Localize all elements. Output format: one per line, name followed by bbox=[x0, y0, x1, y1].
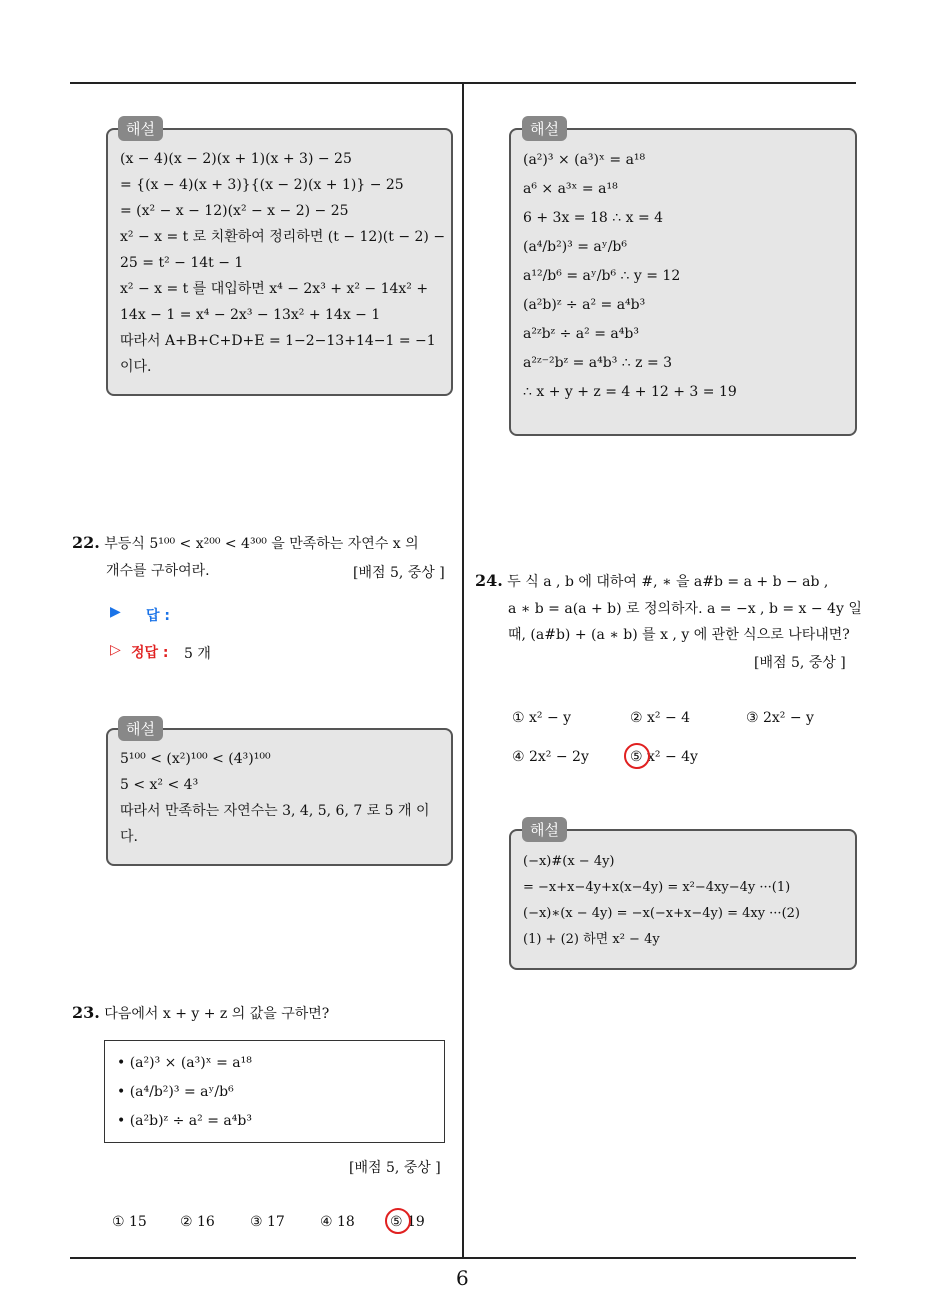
choice-5[interactable]: ⑤ 19 bbox=[390, 1214, 425, 1230]
choice-3[interactable]: ③ 2x² − y bbox=[746, 710, 814, 726]
page-number: 6 bbox=[456, 1266, 469, 1290]
conditions-list bbox=[117, 1049, 252, 1136]
condition-item: • (a²)³ × (a³)ˣ = a¹⁸ bbox=[117, 1055, 252, 1071]
solution-line: (a²)³ × (a³)ˣ = a¹⁸ bbox=[523, 152, 646, 168]
question-number: 23. bbox=[72, 1003, 100, 1022]
solution-line: 5¹⁰⁰ < (x²)¹⁰⁰ < (4³)¹⁰⁰ bbox=[120, 751, 271, 767]
solution-line: a¹²/b⁶ = aʸ/b⁶ ∴ y = 12 bbox=[523, 268, 681, 284]
solution-line: 따라서 A+B+C+D+E = 1−2−13+14−1 = −1 bbox=[120, 333, 436, 349]
solution-line: 6 + 3x = 18 ∴ x = 4 bbox=[523, 210, 664, 226]
solution-line: 다. bbox=[120, 829, 138, 845]
choice-5[interactable]: ⑤ x² − 4y bbox=[630, 749, 698, 765]
condition-item: • (a⁴/b²)³ = aʸ/b⁶ bbox=[117, 1084, 234, 1100]
solution-line: 5 < x² < 4³ bbox=[120, 777, 199, 793]
solution-line: = −x+x−4y+x(x−4y) = x²−4xy−4y ···(1) bbox=[523, 880, 791, 895]
solution-tag: 해설 bbox=[118, 716, 163, 741]
question-22-score: [배점 5, 중상 ] bbox=[353, 565, 445, 581]
solution-line: 따라서 만족하는 자연수는 3, 4, 5, 6, 7 로 5 개 이 bbox=[120, 803, 430, 819]
solution-line: 14x − 1 = x⁴ − 2x³ − 13x² + 14x − 1 bbox=[120, 307, 381, 323]
solution-lines bbox=[523, 849, 800, 953]
question-text-line1: 두 식 a , b 에 대하여 #, ∗ 을 a#b = a + b − ab , bbox=[507, 574, 829, 590]
solution-lines bbox=[120, 146, 445, 380]
conditions-box bbox=[104, 1040, 445, 1143]
solution-line: 25 = t² − 14t − 1 bbox=[120, 255, 244, 271]
choice-2[interactable]: ② x² − 4 bbox=[630, 710, 691, 726]
solution-line: x² − x = t 로 치환하여 정리하면 (t − 12)(t − 2) − bbox=[120, 229, 446, 245]
solution-tag: 해설 bbox=[118, 116, 163, 141]
solution-box-23 bbox=[509, 128, 857, 436]
correct-value: 5 개 bbox=[184, 646, 211, 662]
solution-line: = {(x − 4)(x + 3)}{(x − 2)(x + 1)} − 25 bbox=[120, 177, 404, 193]
bottom-rule bbox=[70, 1257, 856, 1259]
question-24 bbox=[475, 568, 828, 595]
solution-tag: 해설 bbox=[522, 116, 567, 141]
solution-lines bbox=[120, 746, 430, 850]
solution-line: a⁶ × a³ˣ = a¹⁸ bbox=[523, 181, 618, 197]
answer-marker-icon: ▶ bbox=[110, 604, 121, 620]
selected-mark-icon bbox=[385, 1208, 411, 1234]
question-22 bbox=[72, 530, 460, 557]
solution-line: a²ᶻbᶻ ÷ a² = a⁴b³ bbox=[523, 326, 639, 342]
solution-box-prev bbox=[106, 128, 453, 396]
question-23 bbox=[72, 1000, 329, 1027]
question-number: 22. bbox=[72, 533, 100, 552]
answer-label: 답 : bbox=[146, 608, 170, 624]
solution-line: (a²b)ᶻ ÷ a² = a⁴b³ bbox=[523, 297, 646, 313]
correct-marker-icon: ▷ bbox=[110, 642, 121, 658]
solution-line: ∴ x + y + z = 4 + 12 + 3 = 19 bbox=[523, 384, 737, 400]
solution-line: a²ᶻ⁻²bᶻ = a⁴b³ ∴ z = 3 bbox=[523, 355, 673, 371]
solution-line: x² − x = t 를 대입하면 x⁴ − 2x³ + x² − 14x² + bbox=[120, 281, 429, 297]
question-text: 다음에서 x + y + z 의 값을 구하면? bbox=[104, 1006, 330, 1022]
solution-line: (a⁴/b²)³ = aʸ/b⁶ bbox=[523, 239, 627, 255]
solution-line: 이다. bbox=[120, 359, 152, 375]
choice-1[interactable]: ① x² − y bbox=[512, 710, 572, 726]
column-divider bbox=[462, 83, 464, 1258]
solution-tag: 해설 bbox=[522, 817, 567, 842]
question-24-line3: 때, (a#b) + (a ∗ b) 를 x , y 에 관한 식으로 나타내면? bbox=[508, 627, 850, 643]
selected-mark-icon bbox=[624, 743, 650, 769]
solution-box-24 bbox=[509, 829, 857, 970]
solution-line: (1) + (2) 하면 x² − 4y bbox=[523, 932, 660, 947]
solution-lines bbox=[523, 146, 737, 407]
question-number: 24. bbox=[475, 571, 503, 590]
question-24-score: [배점 5, 중상 ] bbox=[754, 655, 846, 671]
choice-1[interactable]: ① 15 bbox=[112, 1214, 147, 1230]
solution-line: (−x)∗(x − 4y) = −x(−x+x−4y) = 4xy ···(2) bbox=[523, 906, 800, 921]
question-24-line2: a ∗ b = a(a + b) 로 정의하자. a = −x , b = x − 4y 일 bbox=[508, 601, 862, 617]
condition-item: • (a²b)ᶻ ÷ a² = a⁴b³ bbox=[117, 1113, 252, 1129]
solution-line: (−x)#(x − 4y) bbox=[523, 854, 615, 869]
choice-4[interactable]: ④ 18 bbox=[320, 1214, 355, 1230]
correct-label: 정답 : bbox=[131, 645, 169, 661]
choice-4[interactable]: ④ 2x² − 2y bbox=[512, 749, 589, 765]
choice-2[interactable]: ② 16 bbox=[180, 1214, 215, 1230]
solution-line: (x − 4)(x − 2)(x + 1)(x + 3) − 25 bbox=[120, 151, 352, 167]
question-text-line1: 부등식 5¹⁰⁰ < x²⁰⁰ < 4³⁰⁰ 을 만족하는 자연수 x 의 bbox=[104, 536, 419, 552]
solution-box-22 bbox=[106, 728, 453, 866]
choice-3[interactable]: ③ 17 bbox=[250, 1214, 285, 1230]
solution-line: = (x² − x − 12)(x² − x − 2) − 25 bbox=[120, 203, 349, 219]
question-23-score: [배점 5, 중상 ] bbox=[349, 1160, 441, 1176]
question-22-line2: 개수를 구하여라. bbox=[106, 563, 210, 579]
